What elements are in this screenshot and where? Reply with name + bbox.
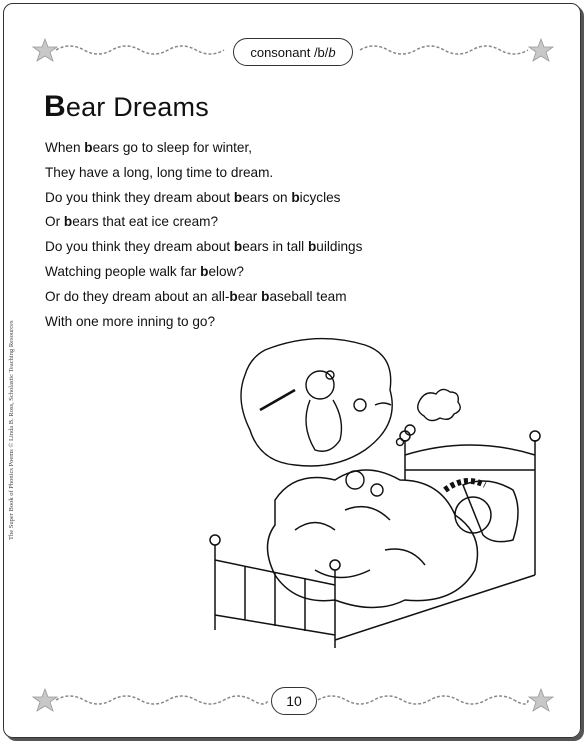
thought-cloud bbox=[397, 389, 461, 445]
poem-line bbox=[45, 186, 362, 211]
star-icon bbox=[529, 689, 553, 711]
topic-prefix: consonant /b/ bbox=[250, 44, 329, 60]
bold-letter: b bbox=[63, 214, 73, 230]
poem-text: aseball team bbox=[269, 288, 347, 304]
poem-text: ears on bbox=[242, 189, 292, 205]
poem-text: Do you think they dream about bbox=[45, 239, 234, 255]
poem-line bbox=[45, 260, 362, 285]
bold-letter: b bbox=[84, 140, 93, 155]
bear-illustration bbox=[205, 330, 545, 660]
sidebar-credit: The Super Book of Phonics Poems © Linda B. Ross, Scholastic Teaching Resources bbox=[8, 320, 15, 540]
poem-line bbox=[45, 210, 362, 235]
poem-text: elow? bbox=[208, 263, 244, 279]
poem-line bbox=[45, 136, 362, 161]
poem-text: ears that eat ice cream? bbox=[72, 214, 219, 230]
topic-label bbox=[233, 38, 353, 66]
poem-line bbox=[45, 161, 362, 186]
poem-text: uildings bbox=[316, 239, 363, 255]
star-icon bbox=[33, 39, 57, 61]
page-title bbox=[44, 90, 209, 124]
bold-letter: b bbox=[233, 189, 243, 205]
poem-text: Or do they dream about an all- bbox=[45, 288, 230, 304]
bold-letter: b bbox=[229, 288, 238, 304]
bold-letter: b bbox=[307, 239, 317, 255]
poem-text: icycles bbox=[299, 189, 341, 205]
page-number: 10 bbox=[271, 687, 317, 715]
poem-text: ear bbox=[237, 288, 262, 304]
poem-line bbox=[45, 285, 362, 310]
bold-letter: b bbox=[233, 239, 243, 255]
poem-text: Do you think they dream about bbox=[45, 189, 234, 205]
bold-letter: b bbox=[200, 263, 209, 279]
poem-line bbox=[45, 235, 362, 260]
poem-text: Watching people walk far bbox=[45, 263, 201, 279]
poem-text: Or bbox=[45, 214, 64, 230]
poem-text: ears go to sleep for winter, bbox=[92, 140, 253, 155]
poem-text: When bbox=[45, 140, 85, 155]
title-rest: ear Dreams bbox=[65, 92, 209, 122]
poem-text: They have a long, long time to dream. bbox=[45, 164, 274, 180]
bold-letter: b bbox=[291, 189, 300, 205]
topic-letter: b bbox=[328, 44, 336, 60]
poem bbox=[45, 136, 362, 334]
bear-in-bed-illustration bbox=[210, 431, 540, 648]
bear-baseball-dream-illustration bbox=[241, 339, 392, 496]
bold-letter: b bbox=[261, 288, 270, 304]
poem-text: ears in tall bbox=[242, 239, 308, 255]
title-first-letter: B bbox=[44, 90, 66, 123]
poem-text: With one more inning to go? bbox=[45, 313, 216, 329]
star-icon bbox=[529, 39, 553, 61]
star-icon bbox=[33, 689, 57, 711]
